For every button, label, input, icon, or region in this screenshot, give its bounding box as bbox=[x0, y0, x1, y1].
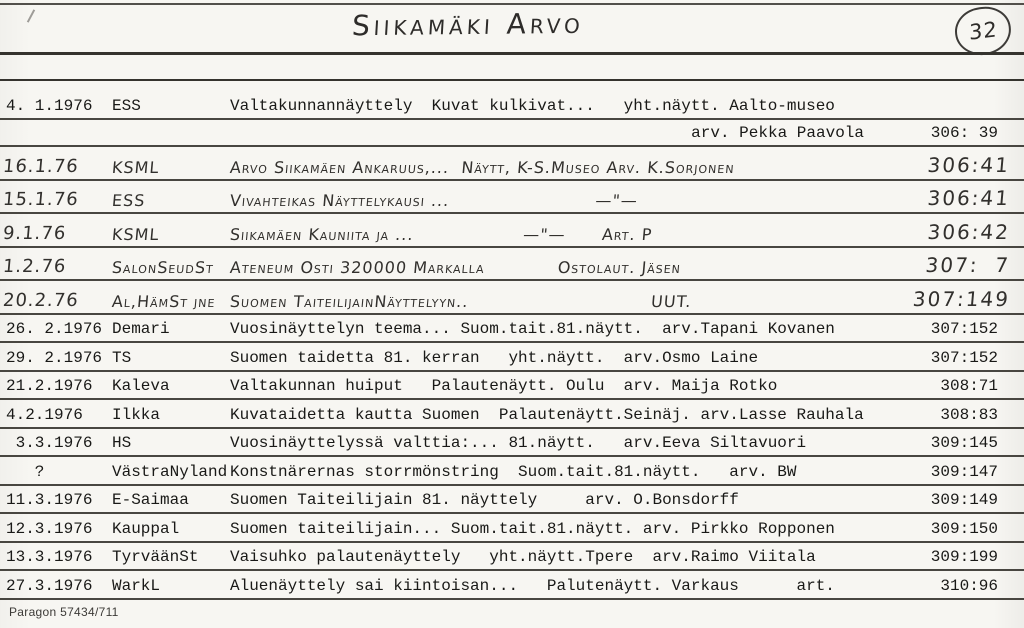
stray-pen-mark bbox=[27, 9, 35, 22]
row-date: 1.2.76 bbox=[2, 256, 68, 278]
row-date: 13.3.1976 bbox=[6, 548, 93, 567]
row-source: Kaleva bbox=[112, 377, 170, 396]
row-reference-number: 307:152 bbox=[930, 348, 998, 367]
row-text: Konstnärernas storrmönstring Suom.tait.81.näytt. arv. BW bbox=[230, 462, 797, 481]
row-date: 21.2.1976 bbox=[6, 377, 93, 396]
row-reference-number: 309:149 bbox=[930, 491, 998, 510]
row-source: E-Saimaa bbox=[112, 491, 189, 510]
row-date: 11.3.1976 bbox=[6, 491, 93, 510]
top-edge-rule bbox=[0, 3, 1024, 5]
row-source: Al,HämSt jne bbox=[111, 291, 217, 311]
row-text: arv. Pekka Paavola bbox=[691, 124, 864, 142]
row-date: ? bbox=[6, 462, 45, 481]
row-date: 4.2.1976 bbox=[6, 405, 83, 424]
row-text: Suomen TaiteilijainNäyttelyyn.. UUT. bbox=[229, 291, 693, 311]
table-row bbox=[0, 315, 1024, 344]
row-date: 3.3.1976 bbox=[6, 434, 93, 453]
table-row bbox=[0, 571, 1024, 600]
row-reference-number: 306:41 bbox=[926, 152, 1012, 177]
row-text: Aluenäyttely sai kiintoisan... Palutenäytt. Varkaus art. bbox=[230, 576, 835, 595]
table-row bbox=[0, 214, 1024, 248]
card-brand-imprint: Paragon 57434/711 bbox=[9, 605, 119, 619]
table-row bbox=[0, 120, 1024, 147]
row-date: 26. 2.1976 bbox=[6, 320, 103, 339]
row-source: SalonSeudSt bbox=[111, 258, 215, 278]
row-source: TS bbox=[112, 348, 132, 367]
row-text: Vaisuhko palautenäyttely yht.näytt.Tpere arv.Raimo Viitala bbox=[230, 548, 816, 567]
row-source: ESS bbox=[112, 97, 141, 115]
row-date: 15.1.76 bbox=[2, 189, 80, 211]
row-source: VästraNyland bbox=[112, 462, 228, 481]
row-reference-number: 306:41 bbox=[926, 186, 1012, 211]
entries-table bbox=[0, 81, 1024, 600]
row-date: 29. 2.1976 bbox=[6, 348, 103, 367]
title-underline-rule bbox=[0, 52, 1024, 55]
row-source: Ilkka bbox=[112, 405, 161, 424]
row-text: Vuosinäyttelyn teema... Suom.tait.81.näytt. arv.Tapani Kovanen bbox=[230, 320, 835, 339]
row-reference-number: 307: 7 bbox=[924, 253, 1012, 278]
row-source: HS bbox=[112, 434, 132, 453]
row-date: 16.1.76 bbox=[2, 155, 80, 177]
table-row bbox=[0, 429, 1024, 458]
row-reference-number: 309:150 bbox=[930, 519, 998, 538]
table-row bbox=[0, 400, 1024, 429]
row-text: Vuosinäyttelyssä valttia:... 81.näytt. arv.Eeva Siltavuori bbox=[230, 434, 807, 453]
row-source: TyrväänSt bbox=[112, 548, 199, 567]
row-date: 20.2.76 bbox=[2, 289, 80, 311]
row-text: Valtakunnannäyttely Kuvat kulkivat... yht.näytt. Aalto-museo bbox=[230, 97, 835, 115]
row-source: WarkL bbox=[112, 576, 161, 595]
row-text: Ateneum Osti 320000 Markalla Ostolaut. Jäsen bbox=[229, 258, 682, 278]
row-reference-number: 306:42 bbox=[926, 219, 1012, 244]
row-source: Kauppal bbox=[112, 519, 180, 538]
row-reference-number: 306: 39 bbox=[930, 124, 998, 142]
row-text: Arvo Siikamäen Ankaruus,... Näytt, K-S.Museo Arv. K.Sorjonen bbox=[229, 157, 736, 177]
table-row bbox=[0, 486, 1024, 515]
row-reference-number: 307:149 bbox=[911, 286, 1012, 311]
row-date: 12.3.1976 bbox=[6, 519, 93, 538]
table-row bbox=[0, 372, 1024, 401]
table-row bbox=[0, 281, 1024, 315]
row-reference-number: 308:83 bbox=[940, 405, 998, 424]
table-row bbox=[0, 147, 1024, 181]
table-row bbox=[0, 248, 1024, 282]
card-title: Siikamäki Arvo bbox=[351, 6, 585, 43]
row-date: 9.1.76 bbox=[2, 222, 68, 244]
table-row bbox=[0, 181, 1024, 215]
row-reference-number: 308:71 bbox=[940, 377, 998, 396]
row-source: KSML bbox=[111, 224, 161, 244]
row-reference-number: 309:199 bbox=[930, 548, 998, 567]
table-row bbox=[0, 457, 1024, 486]
page-number: 32 bbox=[968, 17, 998, 45]
row-source: ESS bbox=[111, 191, 147, 211]
row-date: 27.3.1976 bbox=[6, 576, 93, 595]
row-reference-number: 307:152 bbox=[930, 320, 998, 339]
row-text: Suomen Taiteilijain 81. näyttely arv. O.Bonsdorff bbox=[230, 491, 739, 510]
row-text: Siikamäen Kauniita ja ... —"— Art. P bbox=[229, 224, 654, 244]
row-text: Suomen taidetta 81. kerran yht.näytt. arv.Osmo Laine bbox=[230, 348, 759, 367]
row-source: KSML bbox=[111, 157, 161, 177]
table-row bbox=[0, 343, 1024, 372]
row-reference-number: 309:145 bbox=[930, 434, 998, 453]
table-row bbox=[0, 543, 1024, 572]
row-date: 4. 1.1976 bbox=[6, 97, 93, 115]
row-text: Vivahteikas Näyttelykausi ... —"— bbox=[229, 191, 639, 211]
row-reference-number: 310:96 bbox=[940, 576, 998, 595]
row-text: Suomen taiteilijain... Suom.tait.81.näytt. arv. Pirkko Ropponen bbox=[230, 519, 835, 538]
row-reference-number: 309:147 bbox=[930, 462, 998, 481]
page-number-badge bbox=[952, 4, 1013, 58]
table-row bbox=[0, 514, 1024, 543]
row-text: Kuvataidetta kautta Suomen Palautenäytt.Seinäj. arv.Lasse Rauhala bbox=[230, 405, 864, 424]
row-text: Valtakunnan huiput Palautenäytt. Oulu arv. Maija Rotko bbox=[230, 377, 778, 396]
row-source: Demari bbox=[112, 320, 170, 339]
table-row bbox=[0, 81, 1024, 120]
